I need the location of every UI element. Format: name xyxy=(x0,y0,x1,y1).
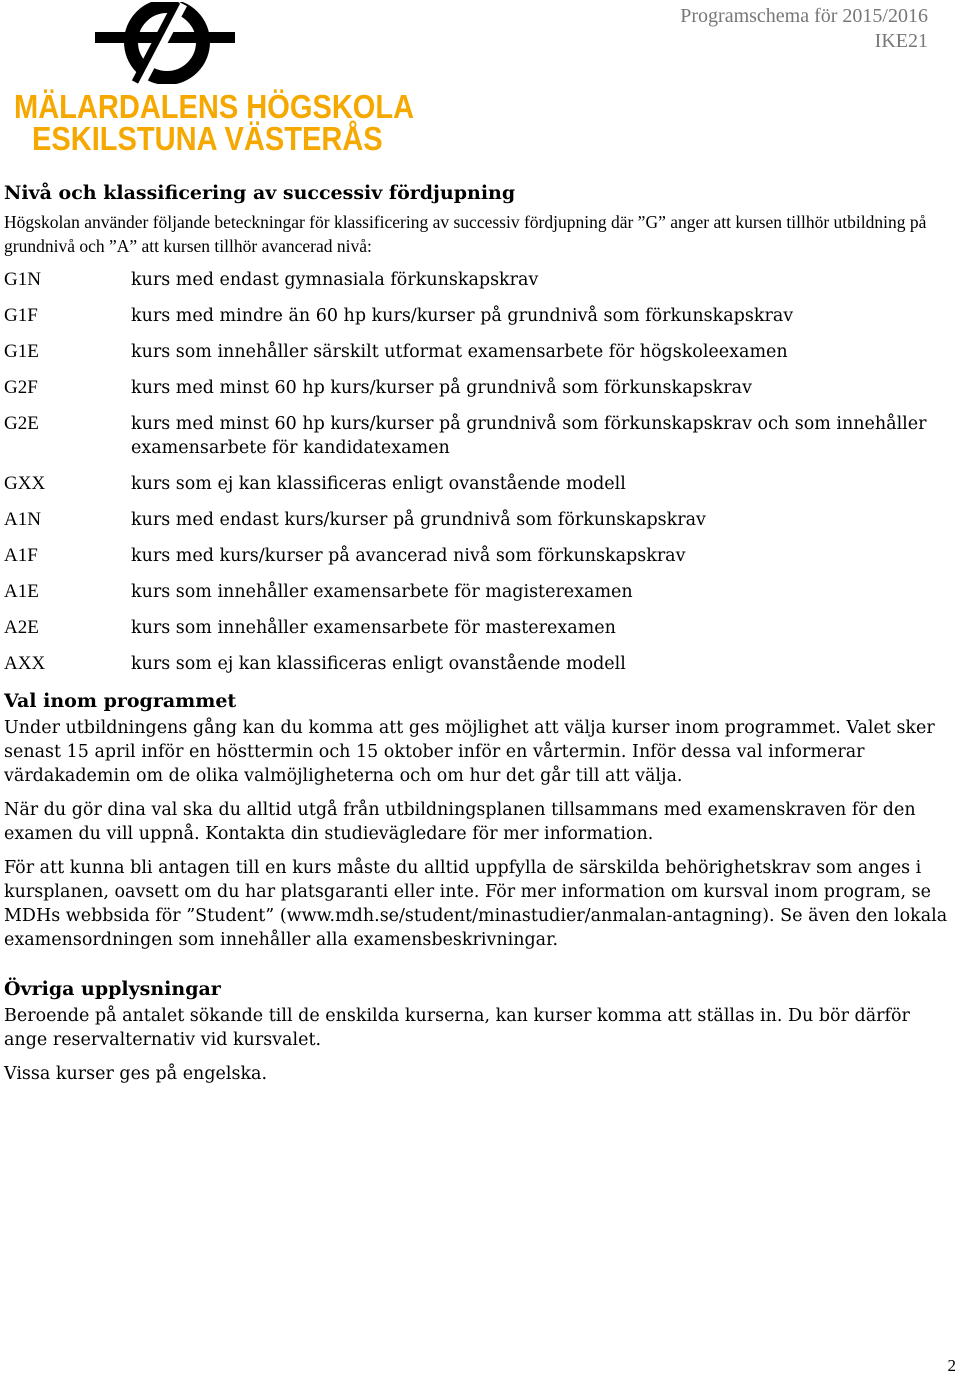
other-info-paragraph: Vissa kurser ges på engelska. xyxy=(4,1064,268,1084)
level-description: kurs med minst 60 hp kurs/kurser på grundnivå som förkunskapskrav och som innehåller examensarbete för kandidatexamen xyxy=(131,414,927,458)
document-body xyxy=(4,180,956,1086)
level-code: A2E xyxy=(4,617,39,638)
header-program-code: IKE21 xyxy=(874,30,928,52)
level-description: kurs med mindre än 60 hp kurs/kurser på grundnivå som förkunskapskrav xyxy=(131,306,794,326)
level-code-row xyxy=(4,304,956,328)
level-description: kurs som innehåller särskilt utformat examensarbete för högskoleexamen xyxy=(131,342,788,362)
levels-intro: Högskolan använder följande beteckningar för klassificering av successiv fördjupning där ”G” anger att kursen tillhör utbildning på grundnivå och ”A” att kursen tillhör avancerad nivå: xyxy=(4,212,927,256)
level-code: G1N xyxy=(4,269,41,290)
level-description: kurs med kurs/kurser på avancerad nivå som förkunskapskrav xyxy=(131,546,686,566)
level-description: kurs med endast kurs/kurser på grundnivå som förkunskapskrav xyxy=(131,510,706,530)
logo-text-line2: ESKILSTUNA VÄSTERÅS xyxy=(32,120,383,157)
level-code-list xyxy=(4,268,956,676)
level-description: kurs med endast gymnasiala förkunskapskrav xyxy=(131,270,539,290)
document-header xyxy=(680,4,928,54)
level-code-row xyxy=(4,412,956,460)
level-description: kurs som ej kan klassificeras enligt ovanstående modell xyxy=(131,474,626,494)
logo-emblem-icon xyxy=(95,2,235,84)
level-code-row xyxy=(4,652,956,676)
logo-text-line1: MÄLARDALENS HÖGSKOLA xyxy=(14,88,415,125)
level-code: G1E xyxy=(4,341,39,362)
level-description: kurs med minst 60 hp kurs/kurser på grundnivå som förkunskapskrav xyxy=(131,378,752,398)
section-heading-choices: Val inom programmet xyxy=(4,690,237,712)
header-title: Programschema för 2015/2016 xyxy=(680,5,928,27)
choices-paragraph: När du gör dina val ska du alltid utgå från utbildningsplanen tillsammans med examenskraven för den examen du vill uppnå. Kontakta din studievägledare för mer information. xyxy=(4,800,916,844)
level-description: kurs som innehåller examensarbete för magisterexamen xyxy=(131,582,633,602)
other-info-paragraph: Beroende på antalet sökande till de enskilda kurserna, kan kurser komma att ställas in. Du bör därför ange reservalternativ vid kursvalet. xyxy=(4,1006,910,1050)
level-code-row xyxy=(4,580,956,604)
level-code-row xyxy=(4,376,956,400)
choices-paragraph: Under utbildningens gång kan du komma att ges möjlighet att välja kurser inom programmet. Valet sker senast 15 april inför en hösttermin och 15 oktober inför en vårtermin. Inför dessa val informerar värdakademin om de olika valmöjligheterna och om hur det går till att välja. xyxy=(4,718,935,786)
level-code-row xyxy=(4,472,956,496)
section-heading-levels: Nivå och klassificering av successiv fördjupning xyxy=(4,182,516,204)
level-description: kurs som ej kan klassificeras enligt ovanstående modell xyxy=(131,654,626,674)
level-code: G2E xyxy=(4,413,39,434)
page-number: 2 xyxy=(947,1356,956,1375)
level-code: A1F xyxy=(4,545,38,566)
university-logo xyxy=(10,0,415,160)
level-code-row xyxy=(4,340,956,364)
level-code: A1N xyxy=(4,509,41,530)
section-heading-other-info: Övriga upplysningar xyxy=(4,978,221,1000)
level-code-row xyxy=(4,544,956,568)
level-code: AXX xyxy=(4,653,46,674)
level-code-row xyxy=(4,616,956,640)
choices-paragraph: För att kunna bli antagen till en kurs måste du alltid uppfylla de särskilda behörighetskrav som anges i kursplanen, oavsett om du har platsgaranti eller inte. För mer information om kursval inom program, se MDHs webbsida för ”Student” (www.mdh.se/student/minastudier/anmalan-antagning). Se även den lokala examensordningen som innehåller alla examensbeskrivningar. xyxy=(4,858,948,950)
level-code: A1E xyxy=(4,581,39,602)
level-code: G2F xyxy=(4,377,38,398)
level-code: G1F xyxy=(4,305,38,326)
level-code: GXX xyxy=(4,473,46,494)
level-code-row xyxy=(4,268,956,292)
level-code-row xyxy=(4,508,956,532)
level-description: kurs som innehåller examensarbete för masterexamen xyxy=(131,618,616,638)
